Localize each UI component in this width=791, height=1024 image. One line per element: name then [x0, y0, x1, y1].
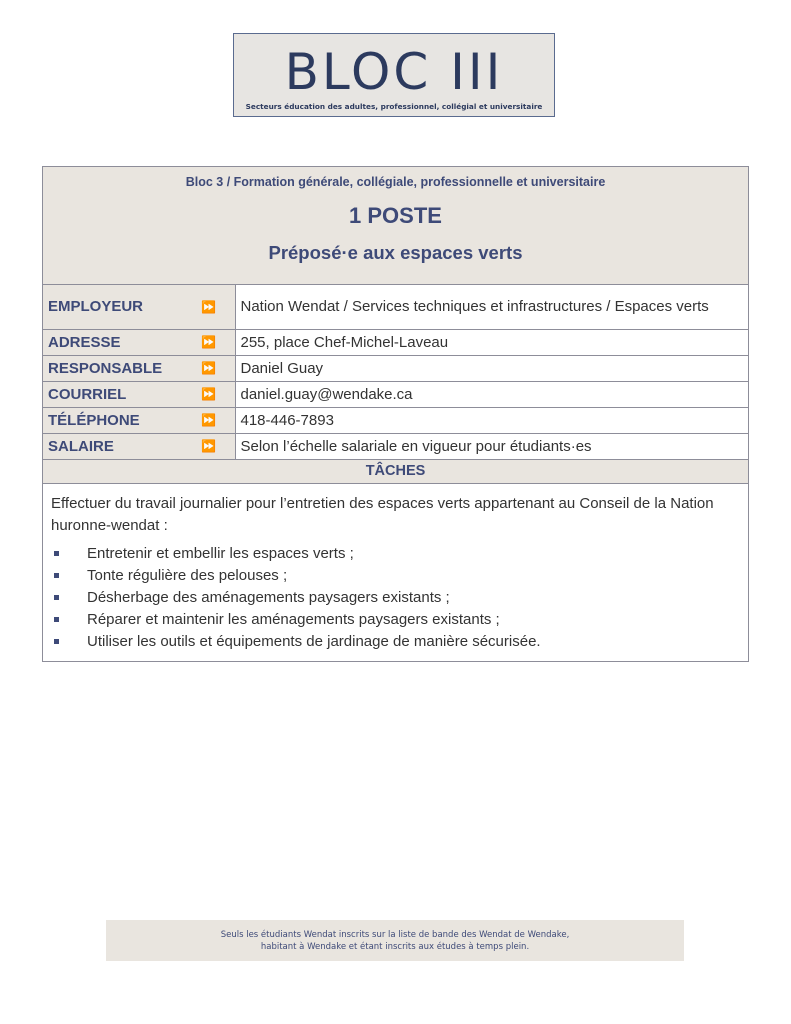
bloc-heading: Bloc 3 / Formation générale, collégiale, professionnelle et universitaire: [185, 175, 606, 189]
row-salaire: [43, 433, 748, 459]
row-label: EMPLOYEUR: [43, 285, 191, 329]
list-item: [43, 543, 748, 565]
row-value: Daniel Guay: [235, 355, 748, 381]
row-value-email[interactable]: daniel.guay@wendake.ca: [235, 381, 748, 407]
row-value: 255, place Chef-Michel-Laveau: [235, 329, 748, 355]
bullet-icon: [54, 639, 59, 644]
job-title: Préposé·e aux espaces verts: [268, 242, 523, 263]
row-label: COURRIEL: [43, 381, 191, 407]
double-arrow-icon: ⏩: [191, 381, 235, 407]
row-responsable: [43, 355, 748, 381]
bullet-icon: [54, 573, 59, 578]
row-employeur: [43, 285, 748, 329]
logo-title: BLOC III: [284, 43, 504, 101]
bloc-logo: [233, 33, 555, 117]
task-text: Désherbage des aménagements paysagers existants ;: [87, 588, 450, 606]
list-item: [43, 609, 748, 631]
taches-heading: TÂCHES: [43, 460, 748, 484]
double-arrow-icon: ⏩: [191, 355, 235, 381]
row-adresse: [43, 329, 748, 355]
row-label: RESPONSABLE: [43, 355, 191, 381]
note-line-2: habitant à Wendake et étant inscrits aux études à temps plein.: [260, 942, 530, 952]
row-label: ADRESSE: [43, 329, 191, 355]
row-label: TÉLÉPHONE: [43, 407, 191, 433]
list-item: [43, 631, 748, 653]
double-arrow-icon: ⏩: [191, 285, 235, 329]
task-text: Tonte régulière des pelouses ;: [87, 566, 288, 584]
posting-header: [43, 167, 748, 285]
list-item: [43, 587, 748, 609]
row-label: SALAIRE: [43, 433, 191, 459]
task-text: Réparer et maintenir les aménagements paysagers existants ;: [87, 610, 500, 628]
task-text: Entretenir et embellir les espaces verts ;: [87, 544, 354, 562]
bullet-icon: [54, 617, 59, 622]
row-value: 418-446-7893: [235, 407, 748, 433]
task-text: Utiliser les outils et équipements de jardinage de manière sécurisée.: [87, 632, 541, 650]
info-table: [43, 285, 748, 460]
logo-subtitle: Secteurs éducation des adultes, professionnel, collégial et universitaire: [245, 102, 543, 111]
row-telephone: [43, 407, 748, 433]
bullet-icon: [54, 595, 59, 600]
job-posting-card: [42, 166, 749, 662]
double-arrow-icon: ⏩: [191, 329, 235, 355]
row-value: Selon l’échelle salariale en vigueur pour étudiants·es: [235, 433, 748, 459]
note-line-1: Seuls les étudiants Wendat inscrits sur la liste de bande des Wendat de Wendake,: [220, 930, 570, 940]
bullet-icon: [54, 551, 59, 556]
double-arrow-icon: ⏩: [191, 433, 235, 459]
double-arrow-icon: ⏩: [191, 407, 235, 433]
poste-count: 1 POSTE: [349, 203, 442, 228]
eligibility-note: [106, 920, 684, 961]
task-list: [43, 543, 748, 653]
list-item: [43, 565, 748, 587]
row-value: Nation Wendat / Services techniques et infrastructures / Espaces verts: [235, 285, 748, 329]
row-courriel: [43, 381, 748, 407]
taches-intro: Effectuer du travail journalier pour l’entretien des espaces verts appartenant au Conseil de la Nation huronne-wendat :: [51, 494, 714, 534]
